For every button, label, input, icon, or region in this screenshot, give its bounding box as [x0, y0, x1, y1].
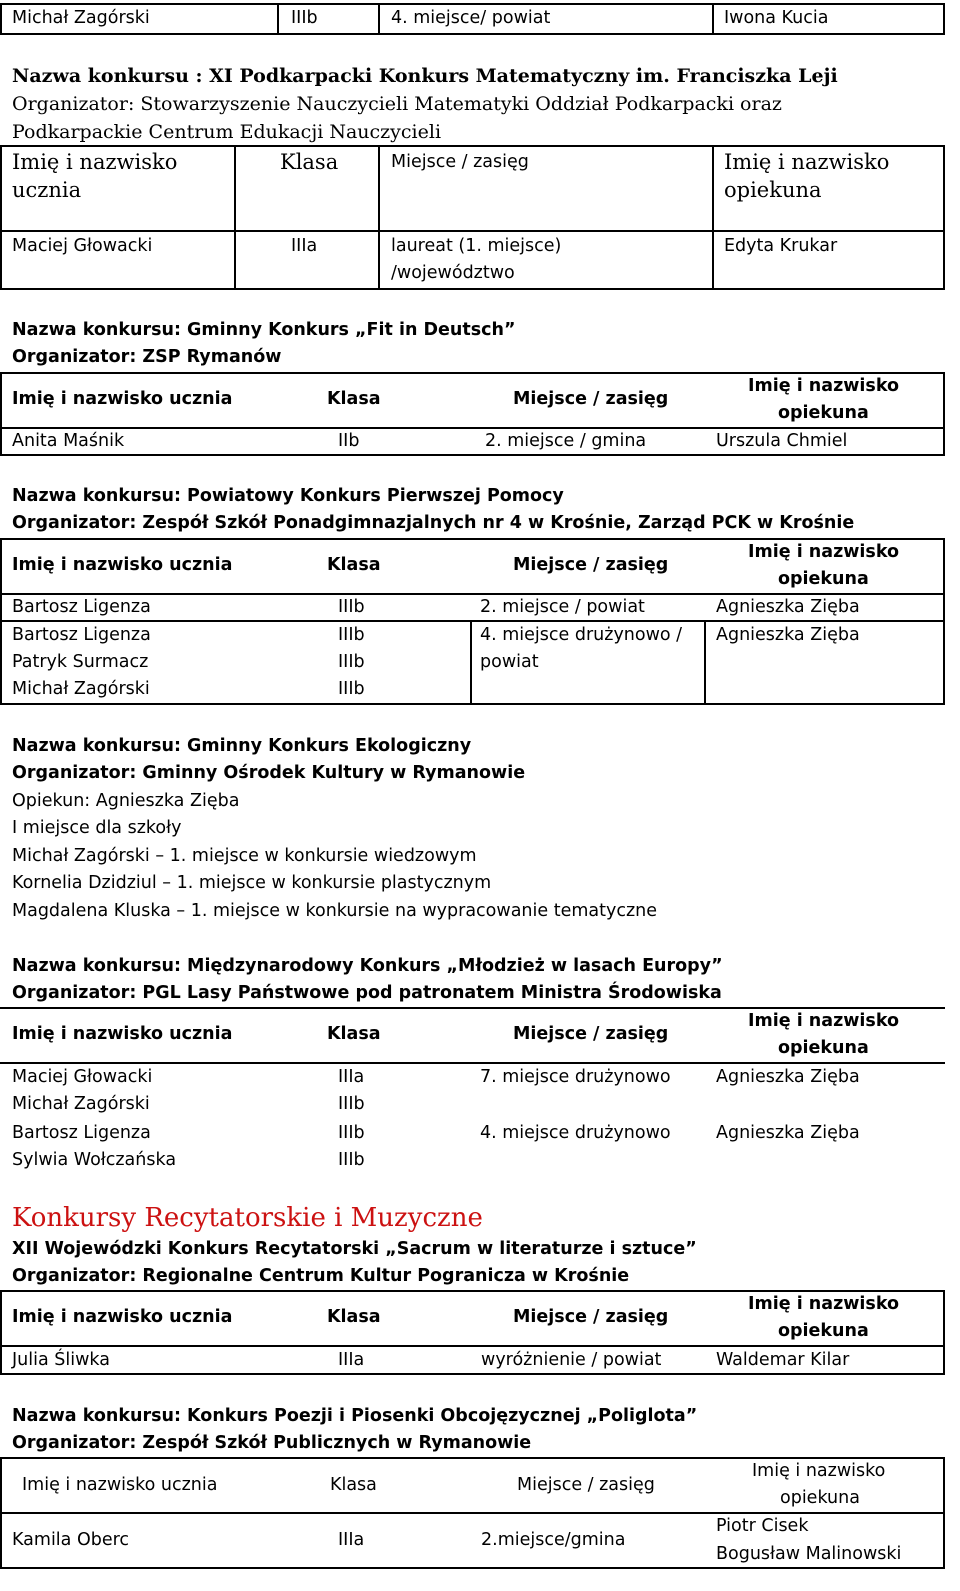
cell-class: IIIb [338, 597, 365, 617]
cell-student: Bartosz Ligenza [12, 625, 151, 645]
table-border [712, 145, 714, 289]
cell-teacher: Edyta Krukar [724, 236, 838, 256]
table-border [943, 1457, 945, 1568]
cell-student: Michał Zagórski [12, 8, 150, 28]
cell-teacher: Urszula Chmiel [716, 431, 848, 451]
cell-place: wyróżnienie / powiat [481, 1350, 662, 1370]
header-place: Miejsce / zasięg [517, 1475, 655, 1495]
header-class: Klasa [327, 1024, 381, 1044]
table-border [0, 538, 2, 704]
cell-student: Bartosz Ligenza [12, 1123, 151, 1143]
table-border [943, 145, 945, 289]
cell-place-cont: powiat [480, 652, 539, 672]
cell-student: Bartosz Ligenza [12, 597, 151, 617]
text-line: Kornelia Dzidziul – 1. miejsce w konkursie plastycznym [12, 873, 492, 893]
table-border [0, 3, 2, 34]
cell-student: Sylwia Wołczańska [12, 1150, 177, 1170]
cell-place: 4. miejsce drużynowo / [480, 625, 683, 645]
cell-student: Kamila Oberc [12, 1530, 130, 1550]
header-student: Imię i nazwisko ucznia [12, 389, 233, 409]
cell-place: 2. miejsce / powiat [480, 597, 645, 617]
header-place: Miejsce / zasięg [391, 152, 529, 172]
table-border [0, 1457, 2, 1568]
table-border [704, 620, 706, 704]
header-teacher: Imię i nazwisko [748, 376, 900, 396]
text-line: Michał Zagórski – 1. miejsce w konkursie wiedzowym [12, 846, 477, 866]
header-class: Klasa [327, 389, 381, 409]
section-title: Konkursy Recytatorskie i Muzyczne [12, 1203, 483, 1233]
cell-place: 7. miejsce drużynowo [480, 1067, 671, 1087]
header-teacher: Imię i nazwisko [748, 1294, 900, 1314]
cell-class: IIIb [338, 1123, 365, 1143]
header-teacher-cont: opiekuna [778, 1038, 869, 1058]
table-border [0, 145, 2, 289]
cell-class: IIIb [338, 625, 365, 645]
contest-name: Nazwa konkursu : XI Podkarpacki Konkurs Matematyczny im. Franciszka Leji [12, 65, 838, 87]
cell-class: IIIa [338, 1530, 365, 1550]
header-place: Miejsce / zasięg [513, 389, 669, 409]
header-student: Imię i nazwisko [12, 150, 178, 174]
cell-class: IIIb [338, 1150, 365, 1170]
header-student: Imię i nazwisko ucznia [12, 1024, 233, 1044]
cell-place: laureat (1. miejsce) [391, 236, 562, 256]
contest-name: Nazwa konkursu: Gminny Konkurs Ekologiczny [12, 736, 472, 756]
header-class: Klasa [327, 555, 381, 575]
header-teacher-cont: opiekuna [724, 178, 822, 202]
cell-teacher-cont: Bogusław Malinowski [716, 1544, 902, 1564]
text-line: Opiekun: Agnieszka Zięba [12, 791, 240, 811]
header-teacher: Imię i nazwisko [748, 542, 900, 562]
cell-student: Julia Śliwka [12, 1350, 110, 1370]
cell-teacher: Iwona Kucia [724, 8, 829, 28]
cell-teacher: Agnieszka Zięba [716, 1123, 860, 1143]
header-teacher-cont: opiekuna [778, 403, 869, 423]
header-teacher-cont: opiekuna [778, 569, 869, 589]
contest-organizer: Organizator: Stowarzyszenie Nauczycieli Matematyki Oddział Podkarpacki oraz [12, 93, 782, 115]
header-place: Miejsce / zasięg [513, 1024, 669, 1044]
cell-place: 2. miejsce / gmina [485, 431, 647, 451]
cell-class: IIIb [338, 679, 365, 699]
cell-class: IIIb [338, 1094, 365, 1114]
table-border [0, 372, 2, 455]
table-border [943, 3, 945, 34]
table-border [943, 372, 945, 455]
cell-student: Maciej Głowacki [12, 236, 153, 256]
text-line: Magdalena Kluska – 1. miejsce w konkursie na wypracowanie tematyczne [12, 901, 657, 921]
header-student: Imię i nazwisko ucznia [12, 1307, 233, 1327]
table-border [378, 3, 380, 34]
cell-class: IIIa [338, 1350, 365, 1370]
cell-place: 2.miejsce/gmina [481, 1530, 626, 1550]
text-line: I miejsce dla szkoły [12, 818, 182, 838]
header-student: Imię i nazwisko ucznia [12, 555, 233, 575]
cell-teacher: Agnieszka Zięba [716, 625, 860, 645]
header-teacher: Imię i nazwisko [752, 1461, 886, 1481]
header-student: Imię i nazwisko ucznia [22, 1475, 218, 1495]
table-border [0, 145, 945, 147]
cell-teacher: Agnieszka Zięba [716, 597, 860, 617]
contest-organizer-cont: Podkarpackie Centrum Edukacji Nauczycieli [12, 121, 442, 143]
cell-place-cont: /województwo [391, 263, 515, 283]
cell-class: IIIb [338, 652, 365, 672]
table-border [378, 145, 380, 289]
header-teacher: Imię i nazwisko [724, 150, 890, 174]
cell-teacher: Piotr Cisek [716, 1516, 809, 1536]
header-place: Miejsce / zasięg [513, 555, 669, 575]
cell-student: Anita Maśnik [12, 431, 125, 451]
table-border [0, 288, 945, 290]
cell-student: Michał Zagórski [12, 1094, 150, 1114]
contest-organizer: Organizator: Regionalne Centrum Kultur Pogranicza w Krośnie [12, 1266, 630, 1286]
contest-organizer: Organizator: ZSP Rymanów [12, 347, 282, 367]
table-border [943, 538, 945, 704]
contest-organizer: Organizator: Zespół Szkół Publicznych w Rymanowie [12, 1433, 532, 1453]
header-teacher: Imię i nazwisko [748, 1011, 900, 1031]
cell-teacher: Agnieszka Zięba [716, 1067, 860, 1087]
contest-name: Nazwa konkursu: Międzynarodowy Konkurs „Młodzież w lasach Europy” [12, 956, 723, 976]
cell-student: Maciej Głowacki [12, 1067, 153, 1087]
table-border [0, 33, 945, 35]
cell-place: 4. miejsce/ powiat [391, 8, 551, 28]
table-border [470, 620, 472, 704]
table-border [943, 1290, 945, 1374]
table-border [277, 3, 279, 34]
cell-class: IIIb [291, 8, 318, 28]
contest-name: Nazwa konkursu: Konkurs Poezji i Piosenki Obcojęzycznej „Poliglota” [12, 1406, 698, 1426]
contest-name: Nazwa konkursu: Powiatowy Konkurs Pierwszej Pomocy [12, 486, 564, 506]
header-student-cont: ucznia [12, 178, 82, 202]
cell-class: IIIa [291, 236, 318, 256]
header-class: Klasa [327, 1307, 381, 1327]
contest-name: XII Wojewódzki Konkurs Recytatorski „Sacrum w literaturze i sztuce” [12, 1239, 697, 1259]
header-teacher-cont: opiekuna [778, 1321, 869, 1341]
cell-class: IIb [338, 431, 360, 451]
cell-teacher: Waldemar Kilar [716, 1350, 850, 1370]
contest-name: Nazwa konkursu: Gminny Konkurs „Fit in Deutsch” [12, 320, 516, 340]
contest-organizer: Organizator: Zespół Szkół Ponadgimnazjalnych nr 4 w Krośnie, Zarząd PCK w Krośnie [12, 513, 855, 533]
cell-student: Michał Zagórski [12, 679, 150, 699]
header-class: Klasa [330, 1475, 377, 1495]
header-teacher-cont: opiekuna [780, 1488, 860, 1508]
header-place: Miejsce / zasięg [513, 1307, 669, 1327]
table-border [712, 3, 714, 34]
cell-class: IIIa [338, 1067, 365, 1087]
contest-organizer: Organizator: Gminny Ośrodek Kultury w Rymanowie [12, 763, 526, 783]
contest-organizer: Organizator: PGL Lasy Państwowe pod patronatem Ministra Środowiska [12, 983, 722, 1003]
cell-place: 4. miejsce drużynowo [480, 1123, 671, 1143]
header-class: Klasa [280, 150, 339, 174]
table-border [0, 703, 945, 705]
table-border [0, 1290, 2, 1374]
cell-student: Patryk Surmacz [12, 652, 149, 672]
table-border [234, 145, 236, 289]
